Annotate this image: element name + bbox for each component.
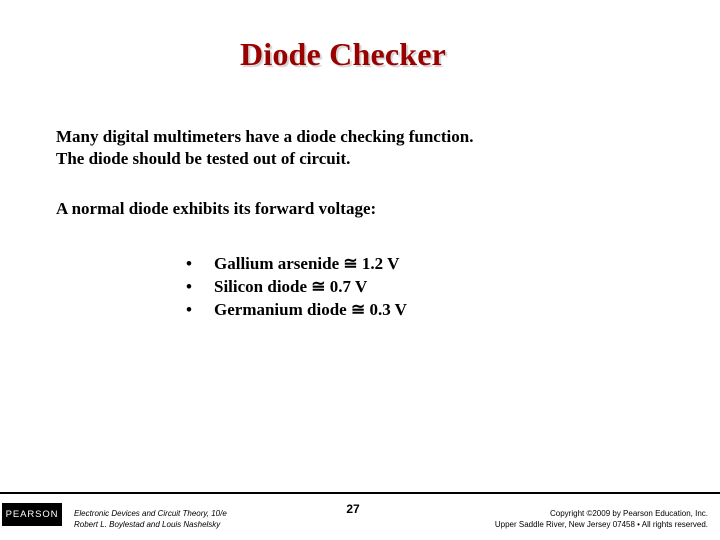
copyright-notice xyxy=(495,508,708,530)
footer-divider xyxy=(0,492,720,494)
bullet-list xyxy=(186,252,407,321)
book-authors: Robert L. Boylestad and Louis Nashelsky xyxy=(74,520,221,529)
forward-voltage-paragraph xyxy=(56,198,376,220)
copyright-line: Upper Saddle River, New Jersey 07458 • All rights reserved. xyxy=(494,520,708,529)
bullet-text: Germanium diode ≅ 0.3 V xyxy=(214,300,407,319)
page-number: 27 xyxy=(346,502,360,516)
intro-line: Many digital multimeters have a diode checking function. xyxy=(56,127,474,146)
bullet-text: Silicon diode ≅ 0.7 V xyxy=(214,277,368,296)
list-item xyxy=(186,252,407,275)
bullet-text: Gallium arsenide ≅ 1.2 V xyxy=(214,254,400,273)
pearson-logo: PEARSON xyxy=(2,503,62,526)
bullet-icon: • xyxy=(186,254,192,273)
copyright-line: Copyright ©2009 by Pearson Education, Inc. xyxy=(550,509,708,518)
intro-line: The diode should be tested out of circuit. xyxy=(56,149,351,168)
intro-paragraph xyxy=(56,126,473,170)
forward-voltage-line: A normal diode exhibits its forward voltage: xyxy=(56,199,377,218)
book-title: Electronic Devices and Circuit Theory, 10/e xyxy=(74,509,227,518)
bullet-icon: • xyxy=(186,277,192,296)
list-item xyxy=(186,298,407,321)
bullet-icon: • xyxy=(186,300,192,319)
slide-title: Diode Checker xyxy=(239,36,447,72)
list-item xyxy=(186,275,407,298)
